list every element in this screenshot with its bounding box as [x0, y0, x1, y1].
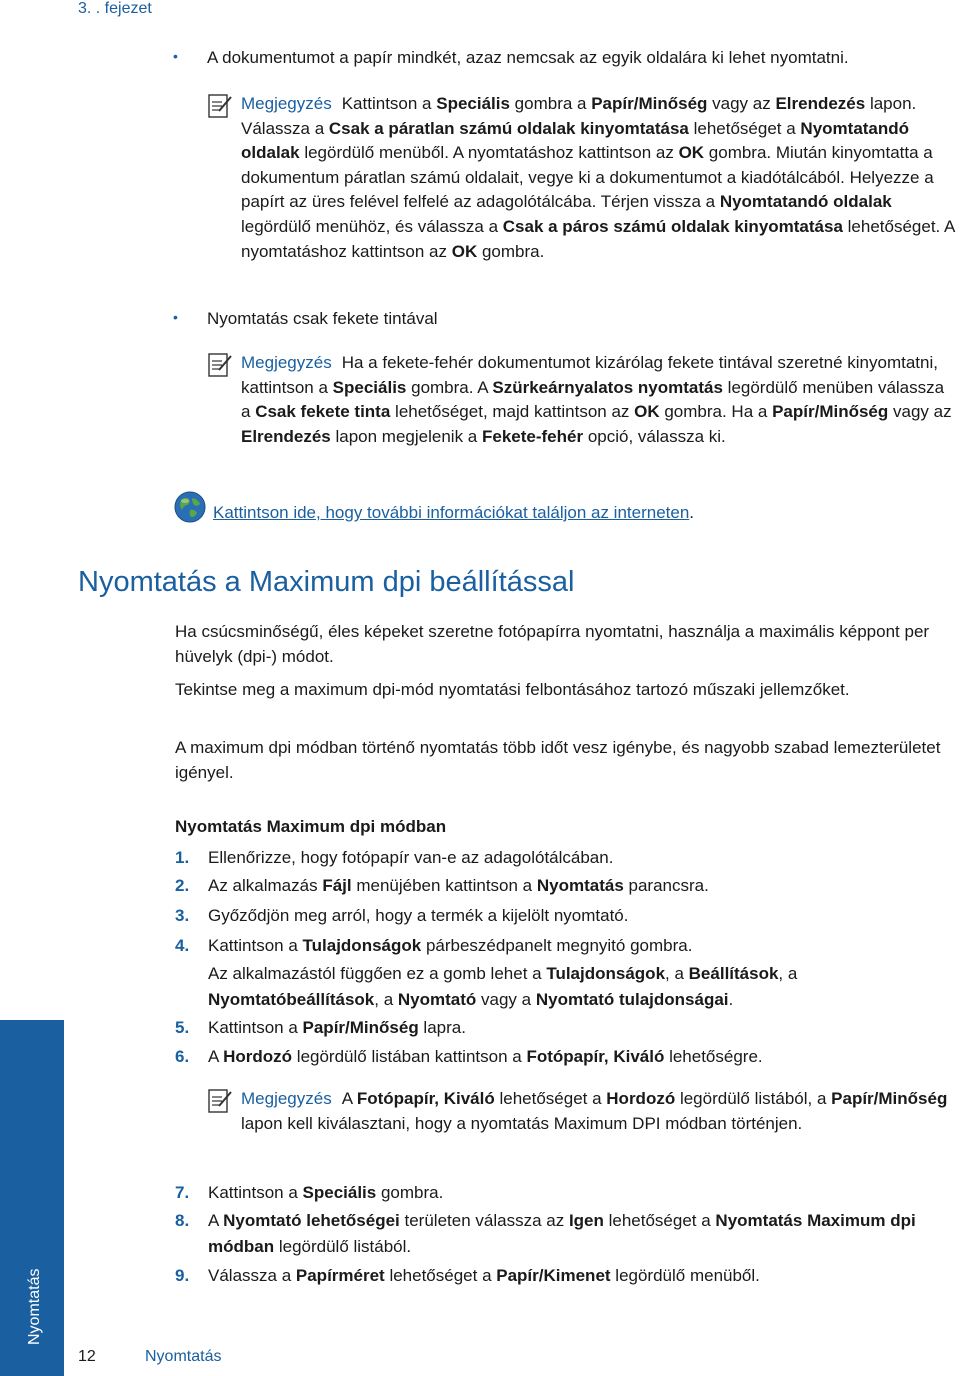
- bold-term: Szürkeárnyalatos nyomtatás: [492, 377, 723, 397]
- text-run: gombra a: [509, 94, 592, 113]
- bold-term: Fekete-fehér: [481, 426, 584, 446]
- page-number: 12: [78, 1348, 96, 1365]
- bold-term: OK: [451, 241, 478, 261]
- bold-term: Hordozó: [223, 1047, 293, 1066]
- bold-term: Igen: [568, 1211, 604, 1230]
- note-box: [241, 351, 957, 449]
- step-text: [208, 1044, 956, 1070]
- text-run: .: [728, 990, 734, 1009]
- bold-term: Papír/Minőség: [302, 1018, 419, 1037]
- step-number: 1.: [175, 848, 190, 867]
- step-number: 2.: [175, 876, 190, 895]
- text-run: Ellenőrizze, hogy fotópapír van-e az adagolótálcában.: [208, 848, 614, 867]
- text-run: parancsra.: [623, 876, 709, 895]
- bold-term: Fotópapír, Kiváló: [356, 1089, 495, 1108]
- text-run: Válassza a: [208, 1266, 296, 1285]
- bold-term: OK: [678, 143, 705, 163]
- text-run: legördülő menühöz, és válassza a: [241, 216, 503, 236]
- step-text: [208, 1015, 956, 1041]
- text-run: A: [341, 1089, 357, 1108]
- text-run: területen válassza az: [399, 1211, 569, 1230]
- text-run: , a: [778, 964, 798, 983]
- chapter-header: 3. . fejezet: [78, 0, 152, 17]
- text-run: vagy az: [707, 94, 776, 113]
- bold-term: Nyomtató: [397, 990, 477, 1009]
- text-run: legördülő listából, a: [675, 1089, 832, 1108]
- text-run: Az alkalmazás: [208, 876, 323, 895]
- text-run: legördülő menüből. A nyomtatáshoz kattintson az: [299, 143, 679, 163]
- bold-term: Nyomtatás: [536, 876, 624, 895]
- note-box: [241, 92, 957, 264]
- text-run: vagy az: [888, 402, 952, 422]
- bold-term: Elrendezés: [775, 94, 866, 113]
- side-tab-label: Nyomtatás: [26, 1268, 43, 1345]
- text-run: gombra.: [376, 1183, 444, 1202]
- note-icon: [207, 352, 233, 378]
- bullet-text: Nyomtatás csak fekete tintával: [207, 309, 438, 328]
- text-run: lehetőséget a: [688, 118, 801, 138]
- text-run: opció, válassza ki.: [583, 426, 726, 446]
- text-run: A: [208, 1047, 224, 1066]
- text-run: legördülő menüből.: [610, 1266, 760, 1285]
- text-run: legördülő listában kattintson a: [292, 1047, 527, 1066]
- step-number: 7.: [175, 1183, 190, 1202]
- step-number: 4.: [175, 936, 190, 955]
- step-number: 5.: [175, 1018, 190, 1037]
- step-text: [208, 845, 956, 871]
- text-run: párbeszédpanelt megnyitó gombra.: [421, 936, 693, 955]
- procedure-title: Nyomtatás Maximum dpi módban: [175, 817, 447, 836]
- bold-term: Papír/Minőség: [772, 402, 889, 422]
- bold-term: Nyomtatandó oldalak: [241, 118, 910, 163]
- step-text: [208, 933, 956, 959]
- text-run: lapon megjelenik a: [330, 426, 482, 446]
- step-text: [208, 903, 956, 929]
- bold-term: Fotópapír, Kiváló: [526, 1047, 665, 1066]
- step-text: [208, 1208, 956, 1260]
- note-box: [241, 1087, 957, 1136]
- footer-title: Nyomtatás: [145, 1348, 222, 1365]
- bold-term: Papírméret: [295, 1266, 385, 1285]
- bold-term: Hordozó: [606, 1089, 676, 1108]
- bold-term: Elrendezés: [241, 426, 331, 446]
- text-run: , a: [374, 990, 398, 1009]
- step-number: 9.: [175, 1266, 190, 1285]
- text-run: vagy a: [476, 990, 536, 1009]
- bold-term: Tulajdonságok: [302, 936, 422, 955]
- bold-term: Papír/Kimenet: [496, 1266, 611, 1285]
- bullet-text: A dokumentumot a papír mindkét, azaz nemcsak az egyik oldalára ki lehet nyomtatni.: [207, 48, 849, 67]
- bold-term: Csak a páros számú oldalak kinyomtatása: [502, 216, 843, 236]
- link-suffix: .: [689, 503, 695, 522]
- note-label: Megjegyzés: [241, 94, 332, 113]
- note-text: [241, 94, 954, 261]
- text-run: A: [208, 1211, 224, 1230]
- bold-term: Nyomtatás Maximum dpi módban: [208, 1211, 916, 1256]
- note-label: Megjegyzés: [241, 353, 332, 372]
- note-label: Megjegyzés: [241, 1089, 332, 1108]
- text-run: lapon. Válassza a: [241, 94, 917, 138]
- bold-term: Csak fekete tinta: [255, 402, 391, 422]
- text-run: Az alkalmazástól függően ez a gomb lehet a: [208, 964, 547, 983]
- text-run: Kattintson a: [208, 1018, 303, 1037]
- paragraph: Ha csúcsminőségű, éles képeket szeretne fotópapírra nyomtatni, használja a maximális képpont per hüvelyk (dpi-) módot.: [175, 622, 930, 666]
- step-number: 3.: [175, 906, 190, 925]
- paragraph: A maximum dpi módban történő nyomtatás több időt vesz igénybe, és nagyobb szabad lemezterületet igényel.: [175, 738, 941, 782]
- step-number: 6.: [175, 1047, 190, 1066]
- text-run: legördülő listából.: [274, 1237, 412, 1256]
- globe-icon: [173, 490, 207, 524]
- bold-term: Nyomtató lehetőségei: [223, 1211, 400, 1230]
- text-run: lehetőséget a: [384, 1266, 497, 1285]
- text-run: Ha a fekete-fehér dokumentumot kizárólag fekete tintával szeretné kinyomtatni, kattintson a: [241, 353, 938, 397]
- text-run: lehetőséget, majd kattintson az: [390, 402, 635, 422]
- text-run: Győződjön meg arról, hogy a termék a kijelölt nyomtató.: [208, 906, 629, 925]
- step-text: [208, 1263, 956, 1289]
- bold-term: Papír/Minőség: [831, 1089, 948, 1108]
- bullet-marker: •: [173, 309, 178, 325]
- bold-term: Nyomtatóbeállítások: [208, 990, 375, 1009]
- bold-term: OK: [634, 402, 660, 422]
- bullet-marker: •: [173, 48, 178, 64]
- text-run: gombra. Miután kinyomtatta a dokumentum páratlan számú oldalait, vegye ki a dokumentumot a kiadótálcából. Helyezze a papírt az üres felével felfelé az adagolótálcába. Térjen vissza a: [241, 143, 934, 212]
- text-run: lehetőséget a: [494, 1089, 607, 1108]
- bold-term: Speciális: [436, 94, 510, 113]
- section-title: Nyomtatás a Maximum dpi beállítással: [78, 566, 575, 598]
- text-run: lapon kell kiválasztani, hogy a nyomtatás Maximum DPI módban történjen.: [241, 1113, 803, 1133]
- text-run: , a: [665, 964, 689, 983]
- text-run: menüjében kattintson a: [351, 876, 537, 895]
- note-text: [241, 353, 952, 446]
- text-run: gombra.: [477, 241, 545, 261]
- text-run: lehetőséget. A nyomtatáshoz kattintson az: [241, 216, 955, 261]
- text-run: legördülő menüben válassza a: [241, 377, 945, 422]
- text-run: Kattintson a: [208, 1183, 303, 1202]
- internet-info-link[interactable]: Kattintson ide, hogy további információkat találjon az interneten: [213, 503, 690, 522]
- bold-term: Beállítások: [688, 964, 779, 983]
- text-run: lapra.: [418, 1018, 466, 1037]
- paragraph: Tekintse meg a maximum dpi-mód nyomtatási felbontásához tartozó műszaki jellemzőket.: [175, 680, 850, 699]
- step-text: [208, 873, 956, 899]
- text-run: gombra. Ha a: [659, 402, 773, 422]
- bold-term: Papír/Minőség: [591, 94, 708, 113]
- bold-term: Csak a páratlan számú oldalak kinyomtatása: [328, 118, 689, 138]
- text-run: lehetőségre.: [664, 1047, 763, 1066]
- step-text: [208, 961, 956, 1013]
- bold-term: Nyomtató tulajdonságai: [535, 990, 729, 1009]
- step-text: [208, 1180, 956, 1206]
- bold-term: Nyomtatandó oldalak: [719, 192, 892, 212]
- bold-term: Speciális: [302, 1183, 377, 1202]
- step-number: 8.: [175, 1211, 190, 1230]
- bold-term: Tulajdonságok: [546, 964, 666, 983]
- text-run: Kattintson a: [208, 936, 303, 955]
- link-line: [213, 503, 694, 523]
- note-text: [241, 1089, 947, 1133]
- text-run: lehetőséget a: [603, 1211, 716, 1230]
- note-icon: [207, 93, 233, 119]
- bold-term: Fájl: [322, 876, 352, 895]
- bold-term: Speciális: [332, 377, 407, 397]
- note-icon: [207, 1088, 233, 1114]
- text-run: gombra. A: [406, 377, 493, 397]
- text-run: Kattintson a: [341, 94, 437, 113]
